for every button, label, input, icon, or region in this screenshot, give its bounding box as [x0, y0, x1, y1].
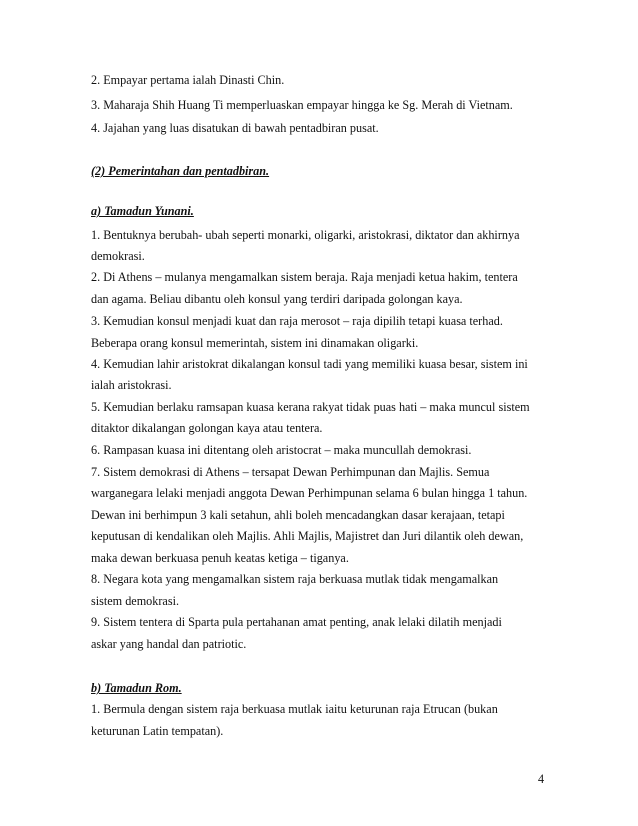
yunani-line: ditaktor dikalangan golongan kaya atau tentera. — [91, 421, 323, 435]
yunani-line: 5. Kemudian berlaku ramsapan kuasa kerana rakyat tidak puas hati – maka muncul sistem — [91, 400, 530, 414]
yunani-line: 4. Kemudian lahir aristokrat dikalangan konsul tadi yang memiliki kuasa besar, sistem ini — [91, 357, 528, 371]
yunani-line: Beberapa orang konsul memerintah, sistem ini dinamakan oligarki. — [91, 336, 419, 350]
rom-heading: b) Tamadun Rom. — [91, 681, 182, 695]
yunani-line: 2. Di Athens – mulanya mengamalkan sistem beraja. Raja menjadi ketua hakim, tentera — [91, 270, 518, 284]
page-number: 4 — [538, 772, 545, 786]
yunani-line: 7. Sistem demokrasi di Athens – tersapat Dewan Perhimpunan dan Majlis. Semua — [91, 465, 490, 479]
intro-line-3: 4. Jajahan yang luas disatukan di bawah pentadbiran pusat. — [91, 121, 379, 135]
yunani-line: keputusan di kendalikan oleh Majlis. Ahli Majlis, Majistret dan Juri dilantik oleh dewan, — [91, 529, 524, 543]
section-heading: (2) Pemerintahan dan pentadbiran. — [91, 164, 270, 178]
yunani-line: 3. Kemudian konsul menjadi kuat dan raja merosot – raja dipilih tetapi kuasa terhad. — [91, 314, 503, 328]
intro-line-1: 2. Empayar pertama ialah Dinasti Chin. — [91, 73, 285, 87]
rom-line: keturunan Latin tempatan). — [91, 724, 224, 738]
yunani-line: askar yang handal dan patriotic. — [91, 637, 247, 651]
intro-line-2: 3. Maharaja Shih Huang Ti memperluaskan empayar hingga ke Sg. Merah di Vietnam. — [91, 98, 513, 112]
yunani-line: dan agama. Beliau dibantu oleh konsul yang terdiri daripada golongan kaya. — [91, 292, 463, 306]
yunani-line: demokrasi. — [91, 249, 145, 263]
rom-line: 1. Bermula dengan sistem raja berkuasa mutlak iaitu keturunan raja Etrucan (bukan — [91, 702, 498, 716]
yunani-line: 1. Bentuknya berubah- ubah seperti monarki, oligarki, aristokrasi, diktator dan akhirnya — [91, 228, 520, 242]
yunani-line: maka dewan berkuasa penuh keatas ketiga – tiganya. — [91, 551, 349, 565]
yunani-line: sistem demokrasi. — [91, 594, 180, 608]
yunani-line: 9. Sistem tentera di Sparta pula pertahanan amat penting, anak lelaki dilatih menjadi — [91, 615, 502, 629]
yunani-line: 8. Negara kota yang mengamalkan sistem raja berkuasa mutlak tidak mengamalkan — [91, 572, 499, 586]
yunani-line: Dewan ini berhimpun 3 kali setahun, ahli boleh mencadangkan dasar kerajaan, tetapi — [91, 508, 505, 522]
yunani-heading: a) Tamadun Yunani. — [91, 204, 194, 218]
yunani-line: 6. Rampasan kuasa ini ditentang oleh aristocrat – maka muncullah demokrasi. — [91, 443, 472, 457]
yunani-line: ialah aristokrasi. — [91, 378, 172, 392]
yunani-line: warganegara lelaki menjadi anggota Dewan Perhimpunan selama 6 bulan hingga 1 tahun. — [91, 486, 528, 500]
